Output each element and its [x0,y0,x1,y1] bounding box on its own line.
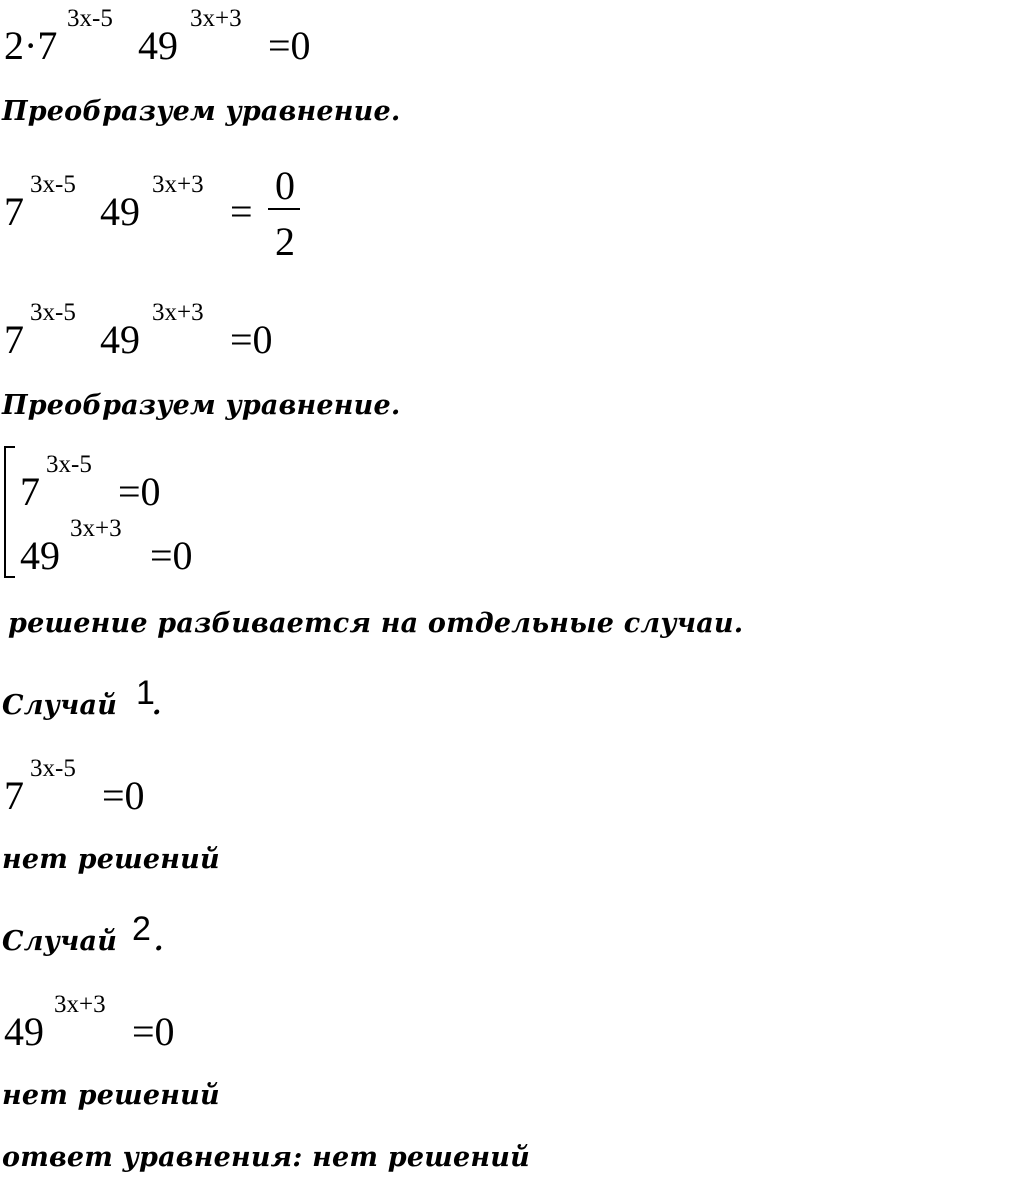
case-1-dot: . [152,690,162,721]
eq1-exponent-1: 3x-5 [67,5,113,32]
step-text-2: Преобразуем уравнение. [2,390,401,421]
eq3-exponent-1: 3x-5 [30,299,76,326]
step-text-1: Преобразуем уравнение. [2,96,401,127]
eq2-denominator: 2 [275,219,295,264]
case-2-rhs: =0 [132,1009,175,1054]
eq2-numerator: 0 [275,163,295,208]
case-1-rhs: =0 [102,773,145,818]
eq2-mid: 49 [100,189,140,234]
eq1-exponent-2: 3x+3 [190,5,242,32]
case-1-label: Случай [2,690,118,721]
case-2-dot: . [154,926,164,957]
eq2-exponent-2: 3x+3 [152,171,204,198]
eq3-mid: 49 [100,317,140,362]
eq1-mid: 49 [138,23,178,68]
eq1-lead: 2·7 [4,23,58,68]
case-2-result: нет решений [2,1080,220,1111]
eq2-equals: = [230,189,253,234]
case-1-base: 7 [4,773,24,818]
eq3-exponent-2: 3x+3 [152,299,204,326]
eq3-rhs: =0 [230,317,273,362]
system-row2-rhs: =0 [150,533,193,578]
case-2-exponent: 3x+3 [54,991,106,1018]
fraction-bar [268,208,300,210]
case-1-number: 1 [136,674,155,712]
answer-text: ответ уравнения: нет решений [2,1142,530,1173]
system-row1-exponent: 3x-5 [46,451,92,478]
case-1-result: нет решений [2,844,220,875]
case-2-base: 49 [4,1009,44,1054]
split-text: решение разбивается на отдельные случаи. [8,608,744,639]
eq2-lead: 7 [4,189,24,234]
eq2-exponent-1: 3x-5 [30,171,76,198]
eq1-rhs: =0 [268,23,311,68]
eq3-lead: 7 [4,317,24,362]
system-bracket [4,446,15,578]
system-row2-exponent: 3x+3 [70,515,122,542]
case-2-number: 2 [132,910,151,948]
system-row1-base: 7 [20,469,40,514]
case-1-exponent: 3x-5 [30,755,76,782]
case-2-label: Случай [2,926,118,957]
system-row2-base: 49 [20,533,60,578]
system-row1-rhs: =0 [118,469,161,514]
